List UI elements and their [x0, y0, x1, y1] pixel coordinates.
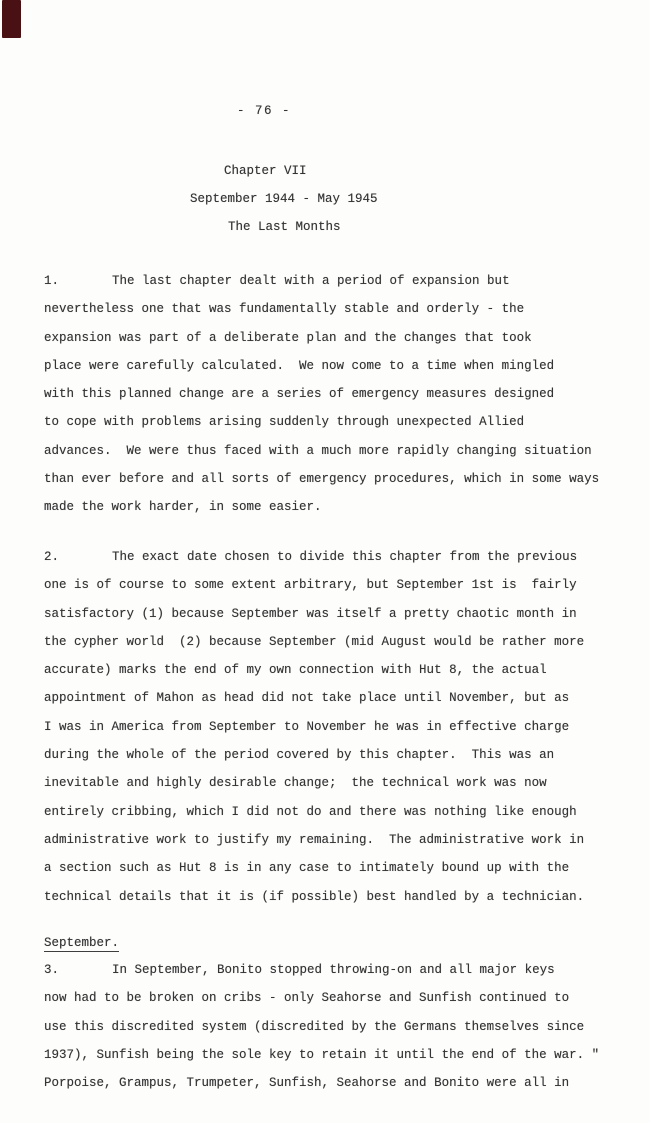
scan-artifact-corner [2, 0, 21, 38]
text-line: expansion was part of a deliberate plan and the changes that took [44, 330, 532, 345]
text-line: Porpoise, Grampus, Trumpeter, Sunfish, Seahorse and Bonito were all in [44, 1076, 570, 1091]
text-line: with this planned change are a series of emergency measures designed [44, 387, 555, 402]
paragraph-number: 2. [44, 550, 60, 564]
text-line: 1937), Sunfish being the sole key to retain it until the end of the war. " [44, 1047, 600, 1062]
paragraph-2 [44, 543, 584, 911]
text-line: the cypher world (2) because September (mid August would be rather more [44, 634, 585, 649]
text-line: appointment of Mahon as head did not take place until November, but as [44, 691, 570, 706]
paragraph-3 [44, 956, 599, 1097]
text-line: one is of course to some extent arbitrary, but September 1st is fairly [44, 578, 577, 593]
chapter-subtitle: The Last Months [228, 220, 341, 234]
text-line: inevitable and highly desirable change; the technical work was now [44, 776, 547, 791]
text-line: technical details that it is (if possible) best handled by a technician. [44, 889, 585, 904]
text-line [44, 543, 584, 571]
text-line: nevertheless one that was fundamentally stable and orderly - the [44, 302, 525, 317]
text-line [44, 267, 599, 295]
text-line: now had to be broken on cribs - only Seahorse and Sunfish continued to [44, 991, 570, 1006]
text-line: to cope with problems arising suddenly through unexpected Allied [44, 415, 525, 430]
text-segment: The last chapter dealt with a period of expansion but [112, 274, 510, 288]
text-line: use this discredited system (discredited by the Germans themselves since [44, 1019, 585, 1034]
text-line: a section such as Hut 8 is in any case to intimately bound up with the [44, 861, 570, 876]
paragraph-1 [44, 267, 599, 522]
section-heading-september [44, 929, 119, 957]
paragraph-number: 3. [44, 963, 60, 977]
chapter-heading: Chapter VII [224, 164, 307, 178]
text-line: than ever before and all sorts of emergency procedures, which in some ways [44, 472, 600, 487]
text-line [44, 956, 599, 984]
text-line: advances. We were thus faced with a much more rapidly changing situation [44, 443, 592, 458]
paragraph-number: 1. [44, 274, 60, 288]
text-segment: The exact date chosen to divide this chapter from the previous [112, 550, 578, 564]
page-number: - 76 - [237, 104, 292, 118]
text-line: place were carefully calculated. We now come to a time when mingled [44, 358, 555, 373]
text-line: accurate) marks the end of my own connection with Hut 8, the actual [44, 663, 547, 678]
section-heading-text: September. [44, 936, 120, 950]
text-line: satisfactory (1) because September was itself a pretty chaotic month in [44, 606, 577, 621]
text-line: during the whole of the period covered by this chapter. This was an [44, 748, 555, 763]
text-line: I was in America from September to November he was in effective charge [44, 719, 570, 734]
text-line: entirely cribbing, which I did not do and there was nothing like enough [44, 804, 577, 819]
text-line [44, 929, 119, 957]
text-line: administrative work to justify my remaining. The administrative work in [44, 832, 585, 847]
chapter-period: September 1944 - May 1945 [190, 192, 378, 206]
text-segment: In September, Bonito stopped throwing-on and all major keys [112, 963, 555, 977]
text-line: made the work harder, in some easier. [44, 500, 322, 515]
